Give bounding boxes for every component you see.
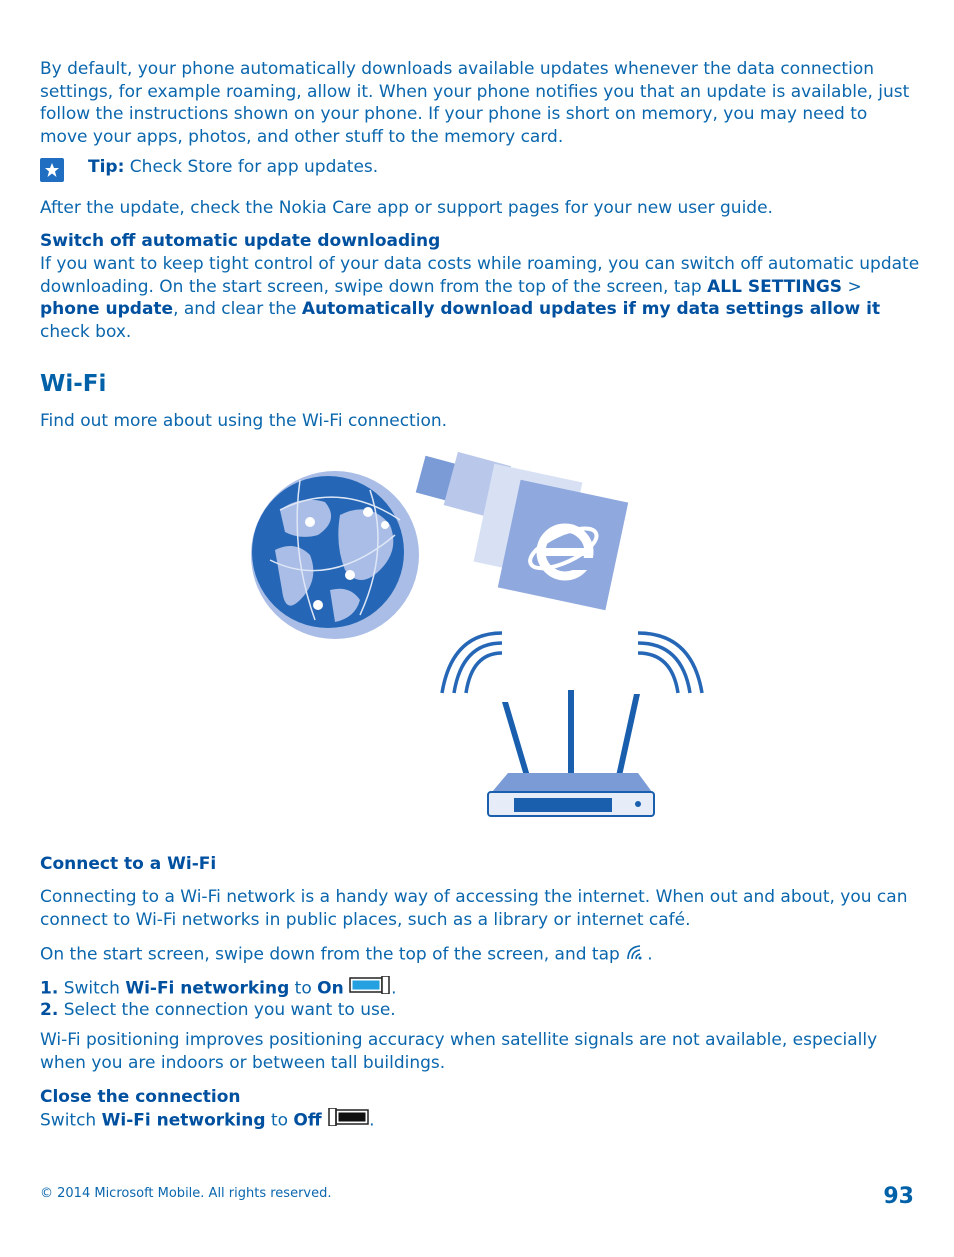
connect-para-2-text: On the start screen, swipe down from the top of the screen, and tap xyxy=(40,944,626,965)
step-2 xyxy=(40,999,920,1022)
off-label: Off xyxy=(293,1110,322,1131)
globe-icon xyxy=(251,471,419,639)
switch-off-text-1: If you want to keep tight control of your data costs while roaming, you can switch off automatic update downloading. On the start screen, swipe down from the top of the screen, tap xyxy=(40,254,920,297)
switch-off-paragraph xyxy=(40,253,920,343)
router-icon xyxy=(488,690,654,816)
auto-download-label: Automatically download updates if my data settings allow it xyxy=(301,299,881,319)
globe-browser-router-illustration xyxy=(240,440,720,830)
browser-tile xyxy=(498,480,628,610)
step-2-text: Select the connection you want to use. xyxy=(58,1000,396,1020)
star-icon xyxy=(40,158,64,182)
switch-off-text-3: check box. xyxy=(40,321,132,342)
wifi-title: Wi-Fi xyxy=(40,371,107,397)
close-text-1: Switch xyxy=(40,1110,102,1131)
toggle-off-icon xyxy=(327,1108,369,1133)
close-paragraph xyxy=(40,1108,920,1133)
connect-para-1: Connecting to a Wi-Fi network is a handy way of accessing the internet. When out and about, you can connect to Wi-Fi networks in public places, such as a library or internet café. xyxy=(40,887,908,930)
switch-off-heading: Switch off automatic update downloading xyxy=(40,231,441,251)
close-end: . xyxy=(369,1110,375,1131)
step-1-text: Switch xyxy=(58,978,126,999)
connect-para-3: Wi-Fi positioning improves positioning accuracy when satellite signals are not available, especially when you are indoors or between tall buildings. xyxy=(40,1030,878,1073)
close-wifi-networking-label: Wi-Fi networking xyxy=(101,1110,266,1131)
close-to: to xyxy=(265,1110,294,1131)
copyright: © 2014 Microsoft Mobile. All rights reserved. xyxy=(40,1186,332,1201)
toggle-on-icon xyxy=(349,976,391,1001)
tip-label: Tip: xyxy=(88,157,125,177)
wifi-intro: Find out more about using the Wi-Fi connection. xyxy=(40,411,448,431)
page-number: 93 xyxy=(883,1184,914,1209)
separator: > xyxy=(842,276,862,297)
tip-text: Check Store for app updates. xyxy=(124,157,379,177)
close-heading: Close the connection xyxy=(40,1087,241,1107)
tip-line xyxy=(88,156,954,179)
signal-waves-left xyxy=(442,633,502,693)
wifi-icon xyxy=(625,942,647,967)
on-label: On xyxy=(317,978,344,999)
step-1-end: . xyxy=(391,978,397,999)
phone-update-label: phone update xyxy=(40,299,174,319)
step-1-to: to xyxy=(289,978,318,999)
switch-off-text-2: , and clear the xyxy=(173,299,302,319)
after-update-text: After the update, check the Nokia Care app or support pages for your new user guide. xyxy=(40,198,773,218)
connect-para-2-end: . xyxy=(647,944,653,965)
signal-waves-right xyxy=(638,633,702,693)
intro-paragraph: By default, your phone automatically downloads available updates whenever the data connection settings, for example roaming, allow it. When your phone notifies you that an update is available, just follow the instructions shown on your phone. If your phone is short on memory, you may need to move your apps, photos, and other stuff to the memory card. xyxy=(40,59,910,147)
connect-heading: Connect to a Wi-Fi xyxy=(40,854,217,874)
step-1 xyxy=(40,976,920,1001)
step-2-number: 2. xyxy=(40,1000,59,1020)
wifi-networking-label: Wi-Fi networking xyxy=(125,978,290,999)
step-1-number: 1. xyxy=(40,978,59,999)
all-settings-label: ALL SETTINGS xyxy=(707,276,843,297)
connect-para-2 xyxy=(40,942,920,967)
